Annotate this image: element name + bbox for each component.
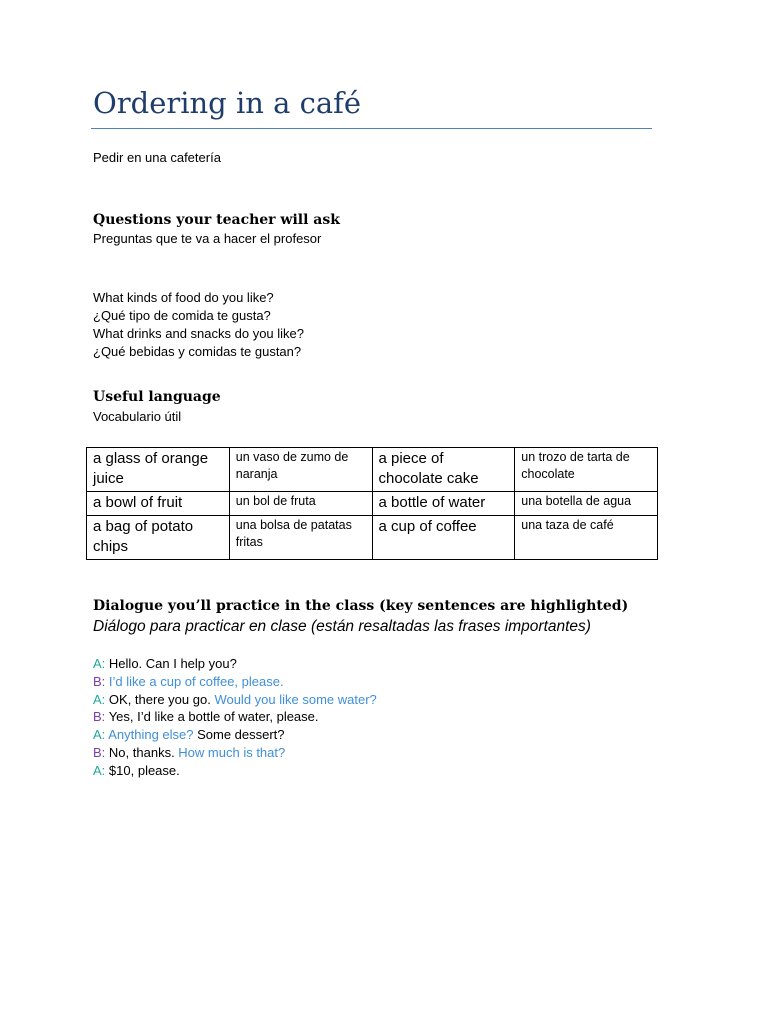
vocab-spanish-cell: una botella de agua [515, 492, 658, 516]
key-sentence: Anything else? [108, 727, 194, 743]
key-sentence: How much is that? [178, 744, 286, 760]
dialogue-line [93, 708, 377, 726]
question-line: What drinks and snacks do you like? [93, 326, 304, 341]
dialogue-text: Some dessert? [193, 727, 285, 743]
vocab-spanish-cell: un trozo de tarta de chocolate [515, 448, 658, 492]
dialogue-list [93, 655, 377, 780]
dialogue-text: No, thanks. [108, 744, 179, 760]
speaker-label: A: [93, 691, 106, 707]
speaker-label: A: [93, 656, 106, 671]
speaker-label: A: [93, 762, 106, 778]
table-row [87, 492, 658, 516]
table-row [87, 448, 658, 492]
speaker-label: B: [93, 673, 106, 689]
dialogue-subheading: Diálogo para practicar en clase (están resaltadas las frases importantes) [93, 618, 591, 635]
vocab-spanish-cell: una bolsa de patatas fritas [229, 516, 372, 560]
dialogue-text: OK, there you go. [108, 691, 215, 707]
dialogue-line [93, 655, 377, 673]
title-underline [91, 128, 652, 129]
vocab-english-cell: a bowl of fruit [87, 492, 230, 516]
vocab-spanish-cell: un vaso de zumo de naranja [229, 448, 372, 492]
questions-heading: Questions your teacher will ask [93, 212, 340, 228]
speaker-label: A: [93, 727, 106, 743]
dialogue-heading: Dialogue you’ll practice in the class (key sentences are highlighted) [93, 598, 629, 614]
vocab-english-cell: a bag of potato chips [87, 516, 230, 560]
question-line: What kinds of food do you like? [93, 290, 274, 305]
vocab-english-cell: a glass of orange juice [87, 448, 230, 492]
dialogue-line [93, 691, 377, 709]
question-line: ¿Qué bebidas y comidas te gustan? [93, 344, 302, 359]
page-title: Ordering in a café [93, 86, 362, 120]
dialogue-line [93, 762, 377, 780]
vocab-english-cell: a bottle of water [372, 492, 515, 516]
dialogue-line [93, 744, 377, 762]
page-subtitle: Pedir en una cafetería [93, 150, 221, 165]
dialogue-line [93, 726, 377, 744]
useful-language-heading: Useful language [93, 389, 221, 405]
vocab-english-cell: a piece of chocolate cake [372, 448, 515, 492]
vocab-english-cell: a cup of coffee [372, 516, 515, 560]
speaker-label: B: [93, 709, 106, 725]
dialogue-line [93, 673, 377, 691]
dialogue-text: Yes, I’d like a bottle of water, please. [108, 709, 319, 725]
dialogue-text: Hello. Can I help you? [108, 656, 237, 671]
key-sentence: Would you like some water? [214, 691, 377, 707]
dialogue-text: $10, please. [108, 762, 180, 778]
useful-language-subheading: Vocabulario útil [93, 409, 182, 424]
table-row [87, 516, 658, 560]
vocabulary-table [86, 447, 658, 560]
question-line: ¿Qué tipo de comida te gusta? [93, 308, 271, 323]
questions-list [93, 289, 304, 361]
key-sentence: I’d like a cup of coffee, please. [108, 673, 284, 689]
speaker-label: B: [93, 744, 106, 760]
questions-subheading: Preguntas que te va a hacer el profesor [93, 231, 322, 246]
vocab-spanish-cell: una taza de café [515, 516, 658, 560]
vocab-spanish-cell: un bol de fruta [229, 492, 372, 516]
